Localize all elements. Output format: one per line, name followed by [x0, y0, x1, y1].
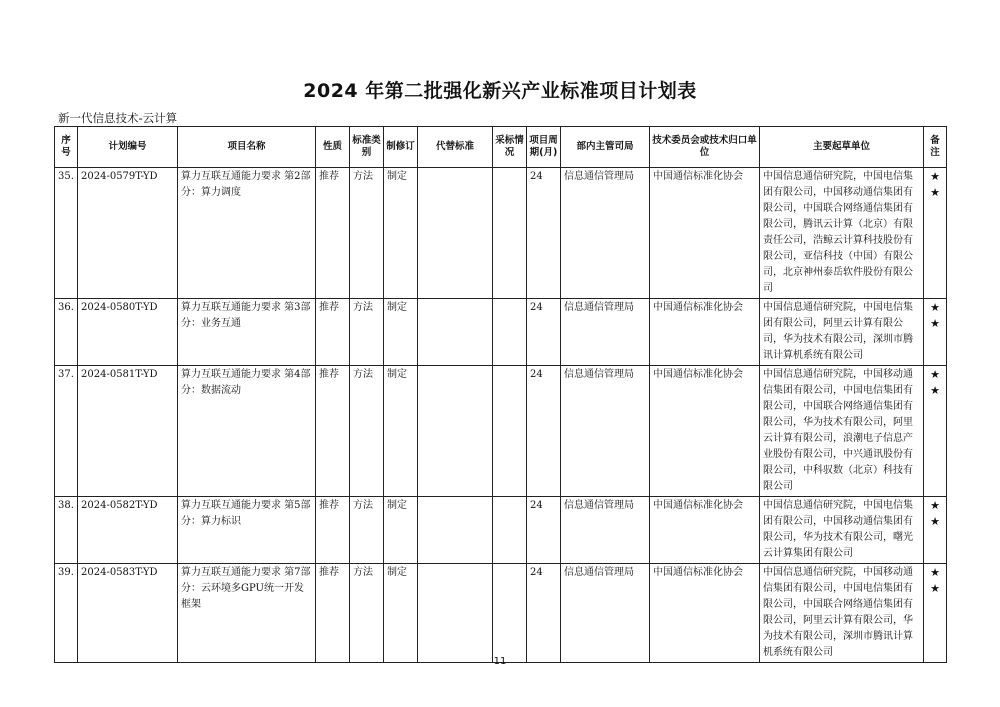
cell-drafters: 中国信息通信研究院，中国电信集团有限公司，中国移动通信集团有限公司，华为技术有限公司，曙光云计算集团有限公司 — [760, 497, 924, 564]
cell-category: 方法 — [350, 564, 384, 663]
cell-drafters: 中国信息通信研究院，中国电信集团有限公司，阿里云计算有限公司，华为技术有限公司，深圳市腾讯计算机系统有限公司 — [760, 299, 924, 366]
standards-plan-table — [54, 126, 947, 663]
table-row — [55, 299, 947, 366]
section-label: 新一代信息技术-云计算 — [58, 111, 178, 125]
cell-project-name: 算力互联互通能力要求 第2部分：算力调度 — [178, 168, 316, 299]
cell-revision: 制定 — [384, 564, 418, 663]
cell-adoption — [493, 564, 527, 663]
cell-remarks: ★★ — [924, 299, 947, 366]
cell-plan-id: 2024-0579T-YD — [78, 168, 178, 299]
cell-number: 36. — [55, 299, 78, 366]
cell-adoption — [493, 497, 527, 564]
cell-nature: 推荐 — [316, 299, 350, 366]
cell-department: 信息通信管理局 — [561, 564, 650, 663]
column-header: 技术委员会或技术归口单位 — [650, 127, 760, 168]
cell-replaces — [418, 299, 493, 366]
cell-category: 方法 — [350, 168, 384, 299]
cell-nature: 推荐 — [316, 497, 350, 564]
cell-committee: 中国通信标准化协会 — [650, 497, 760, 564]
column-header: 部内主管司局 — [561, 127, 650, 168]
cell-number: 38. — [55, 497, 78, 564]
cell-period: 24 — [527, 564, 561, 663]
cell-nature: 推荐 — [316, 564, 350, 663]
cell-project-name: 算力互联互通能力要求 第4部分：数据流动 — [178, 366, 316, 497]
cell-period: 24 — [527, 366, 561, 497]
cell-committee: 中国通信标准化协会 — [650, 168, 760, 299]
cell-replaces — [418, 564, 493, 663]
page-number: 11 — [493, 656, 507, 667]
cell-project-name: 算力互联互通能力要求 第7部分：云环境多GPU统一开发框架 — [178, 564, 316, 663]
cell-category: 方法 — [350, 366, 384, 497]
cell-adoption — [493, 168, 527, 299]
column-header: 代替标准 — [418, 127, 493, 168]
column-header: 主要起草单位 — [760, 127, 924, 168]
cell-period: 24 — [527, 299, 561, 366]
column-header: 项目周期(月) — [527, 127, 561, 168]
cell-drafters: 中国信息通信研究院，中国移动通信集团有限公司，中国电信集团有限公司，中国联合网络通信集团有限公司，华为技术有限公司，阿里云计算有限公司，浪潮电子信息产业股份有限公司，中兴通讯股份有限公司，中科驭数（北京）科技有限公司 — [760, 366, 924, 497]
cell-plan-id: 2024-0582T-YD — [78, 497, 178, 564]
column-header: 性质 — [316, 127, 350, 168]
cell-drafters: 中国信息通信研究院，中国电信集团有限公司，中国移动通信集团有限公司，中国联合网络通信集团有限公司，腾讯云计算（北京）有限责任公司，浩鲸云计算科技股份有限公司，亚信科技（中国）有限公司，北京神州泰岳软件股份有限公司 — [760, 168, 924, 299]
table-row — [55, 366, 947, 497]
table-row — [55, 564, 947, 663]
cell-replaces — [418, 497, 493, 564]
page-title: 2024 年第二批强化新兴产业标准项目计划表 — [303, 80, 697, 102]
cell-committee: 中国通信标准化协会 — [650, 564, 760, 663]
cell-drafters: 中国信息通信研究院，中国移动通信集团有限公司，中国电信集团有限公司，中国联合网络通信集团有限公司，阿里云计算有限公司，华为技术有限公司，深圳市腾讯计算机系统有限公司 — [760, 564, 924, 663]
cell-replaces — [418, 168, 493, 299]
table-header-row — [55, 127, 947, 168]
cell-category: 方法 — [350, 497, 384, 564]
cell-nature: 推荐 — [316, 366, 350, 497]
cell-period: 24 — [527, 497, 561, 564]
cell-adoption — [493, 299, 527, 366]
column-header: 计划编号 — [78, 127, 178, 168]
cell-revision: 制定 — [384, 366, 418, 497]
column-header: 备注 — [924, 127, 947, 168]
cell-revision: 制定 — [384, 299, 418, 366]
cell-revision: 制定 — [384, 497, 418, 564]
cell-adoption — [493, 366, 527, 497]
cell-department: 信息通信管理局 — [561, 366, 650, 497]
cell-project-name: 算力互联互通能力要求 第3部分：业务互通 — [178, 299, 316, 366]
cell-committee: 中国通信标准化协会 — [650, 366, 760, 497]
cell-nature: 推荐 — [316, 168, 350, 299]
column-header: 标准类别 — [350, 127, 384, 168]
column-header: 制修订 — [384, 127, 418, 168]
cell-department: 信息通信管理局 — [561, 168, 650, 299]
cell-remarks: ★★ — [924, 564, 947, 663]
cell-remarks: ★★ — [924, 497, 947, 564]
column-header: 项目名称 — [178, 127, 316, 168]
cell-committee: 中国通信标准化协会 — [650, 299, 760, 366]
cell-replaces — [418, 366, 493, 497]
cell-remarks: ★★ — [924, 366, 947, 497]
table-row — [55, 497, 947, 564]
cell-category: 方法 — [350, 299, 384, 366]
cell-project-name: 算力互联互通能力要求 第5部分：算力标识 — [178, 497, 316, 564]
cell-period: 24 — [527, 168, 561, 299]
cell-number: 35. — [55, 168, 78, 299]
cell-department: 信息通信管理局 — [561, 299, 650, 366]
column-header: 序号 — [55, 127, 78, 168]
table-row — [55, 168, 947, 299]
cell-plan-id: 2024-0580T-YD — [78, 299, 178, 366]
cell-department: 信息通信管理局 — [561, 497, 650, 564]
cell-plan-id: 2024-0583T-YD — [78, 564, 178, 663]
cell-number: 37. — [55, 366, 78, 497]
cell-number: 39. — [55, 564, 78, 663]
cell-plan-id: 2024-0581T-YD — [78, 366, 178, 497]
column-header: 采标情况 — [493, 127, 527, 168]
cell-revision: 制定 — [384, 168, 418, 299]
cell-remarks: ★★ — [924, 168, 947, 299]
